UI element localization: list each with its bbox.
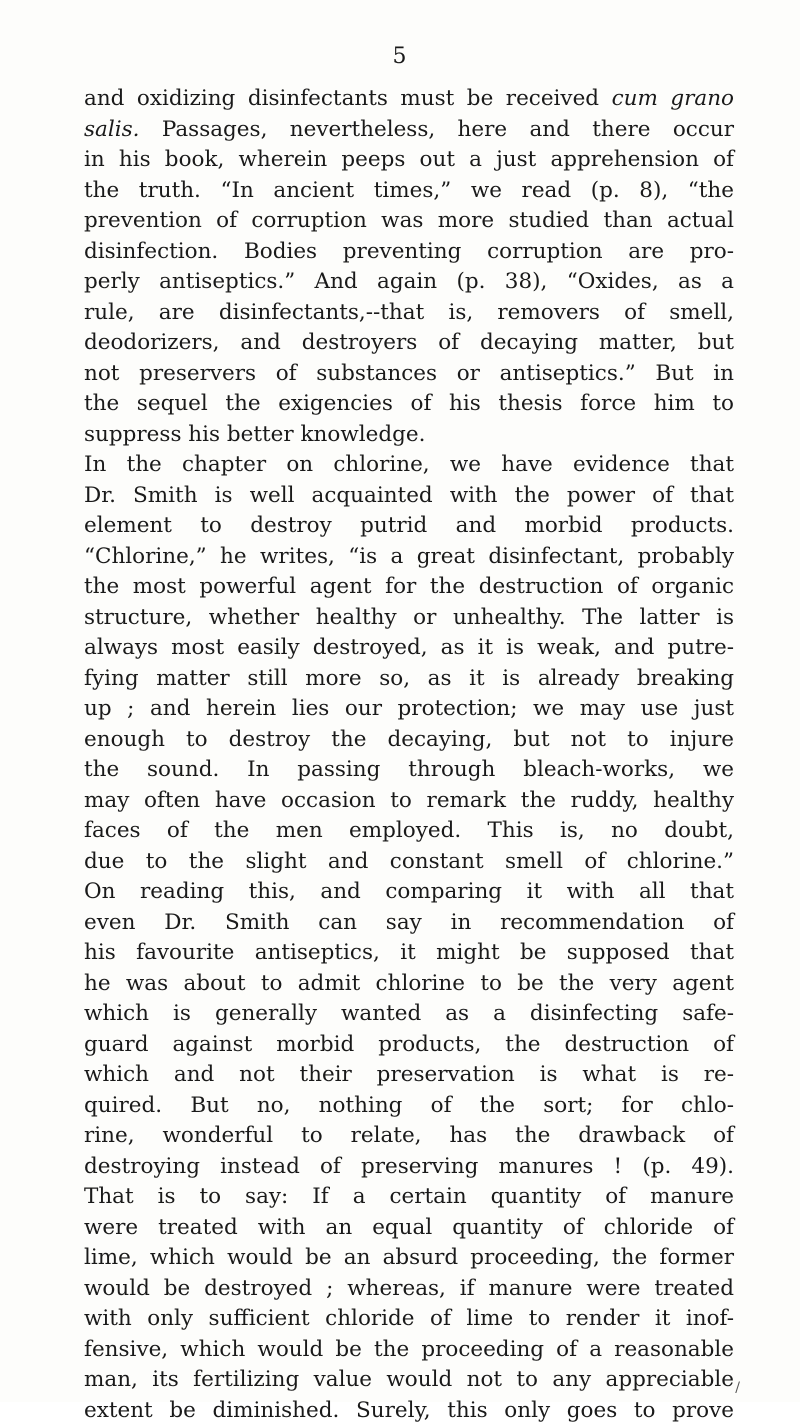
text-line-42: fensive, which would be the proceeding of a reasonable — [84, 1335, 734, 1366]
text-line-29: his favourite antiseptics, it might be supposed that — [84, 938, 734, 969]
text-line-16: “Chlorine,” he writes, “is a great disinfectant, probably — [84, 542, 734, 573]
text-line-1 — [84, 84, 734, 115]
text-line-8: rule, are disinfectants,--that is, removers of smell, — [84, 298, 734, 329]
text-line-34: quired. But no, nothing of the sort; for chlo- — [84, 1091, 734, 1122]
text-line-13: In the chapter on chlorine, we have evidence that — [84, 450, 734, 481]
text-line-40: would be destroyed ; whereas, if manure were treated — [84, 1274, 734, 1305]
text-line-26: due to the slight and constant smell of chlorine.” — [84, 847, 734, 878]
text-line-7: perly antiseptics.” And again (p. 38), “Oxides, as a — [84, 267, 734, 298]
text-line-1-main: and oxidizing disinfectants must be received — [84, 86, 612, 111]
text-line-12: suppress his better knowledge. — [84, 420, 734, 451]
text-line-9: deodorizers, and destroyers of decaying matter, but — [84, 328, 734, 359]
italic-phrase-cum-grano: cum grano — [612, 86, 734, 111]
text-line-2-main: Passages, nevertheless, here and there occur — [139, 117, 734, 142]
text-line-18: structure, whether healthy or unhealthy. The latter is — [84, 603, 734, 634]
body-text — [84, 84, 734, 1426]
text-line-21: up ; and herein lies our protection; we may use just — [84, 694, 734, 725]
text-line-35: rine, wonderful to relate, has the drawback of — [84, 1121, 734, 1152]
text-line-15: element to destroy putrid and morbid products. — [84, 511, 734, 542]
text-line-39: lime, which would be an absurd proceeding, the former — [84, 1243, 734, 1274]
text-line-4: the truth. “In ancient times,” we read (p. 8), “the — [84, 176, 734, 207]
text-line-33: which and not their preservation is what is re- — [84, 1060, 734, 1091]
text-line-3: in his book, wherein peeps out a just apprehension of — [84, 145, 734, 176]
text-line-20: fying matter still more so, as it is already breaking — [84, 664, 734, 695]
text-line-30: he was about to admit chlorine to be the very agent — [84, 969, 734, 1000]
text-line-44: extent be diminished. Surely, this only goes to prove — [84, 1396, 734, 1426]
text-line-19: always most easily destroyed, as it is weak, and putre- — [84, 633, 734, 664]
text-line-6: disinfection. Bodies preventing corruption are pro- — [84, 237, 734, 268]
text-line-24: may often have occasion to remark the ruddy, healthy — [84, 786, 734, 817]
text-line-36: destroying instead of preserving manures ! (p. 49). — [84, 1152, 734, 1183]
text-line-2 — [84, 115, 734, 146]
text-line-38: were treated with an equal quantity of chloride of — [84, 1213, 734, 1244]
text-line-32: guard against morbid products, the destruction of — [84, 1030, 734, 1061]
text-line-27: On reading this, and comparing it with all that — [84, 877, 734, 908]
margin-mark: / — [735, 1380, 740, 1396]
text-line-43: man, its fertilizing value would not to any appreciable — [84, 1365, 734, 1396]
text-line-31: which is generally wanted as a disinfecting safe- — [84, 999, 734, 1030]
text-line-5: prevention of corruption was more studied than actual — [84, 206, 734, 237]
text-line-41: with only sufficient chloride of lime to render it inof- — [84, 1304, 734, 1335]
text-line-25: faces of the men employed. This is, no doubt, — [84, 816, 734, 847]
text-line-17: the most powerful agent for the destruction of organic — [84, 572, 734, 603]
text-line-28: even Dr. Smith can say in recommendation of — [84, 908, 734, 939]
page-number: 5 — [0, 44, 800, 69]
text-line-14: Dr. Smith is well acquainted with the power of that — [84, 481, 734, 512]
text-line-10: not preservers of substances or antiseptics.” But in — [84, 359, 734, 390]
text-line-11: the sequel the exigencies of his thesis force him to — [84, 389, 734, 420]
text-line-22: enough to destroy the decaying, but not to injure — [84, 725, 734, 756]
text-line-37: That is to say: If a certain quantity of manure — [84, 1182, 734, 1213]
italic-phrase-salis: salis. — [84, 117, 139, 142]
text-line-23: the sound. In passing through bleach-works, we — [84, 755, 734, 786]
